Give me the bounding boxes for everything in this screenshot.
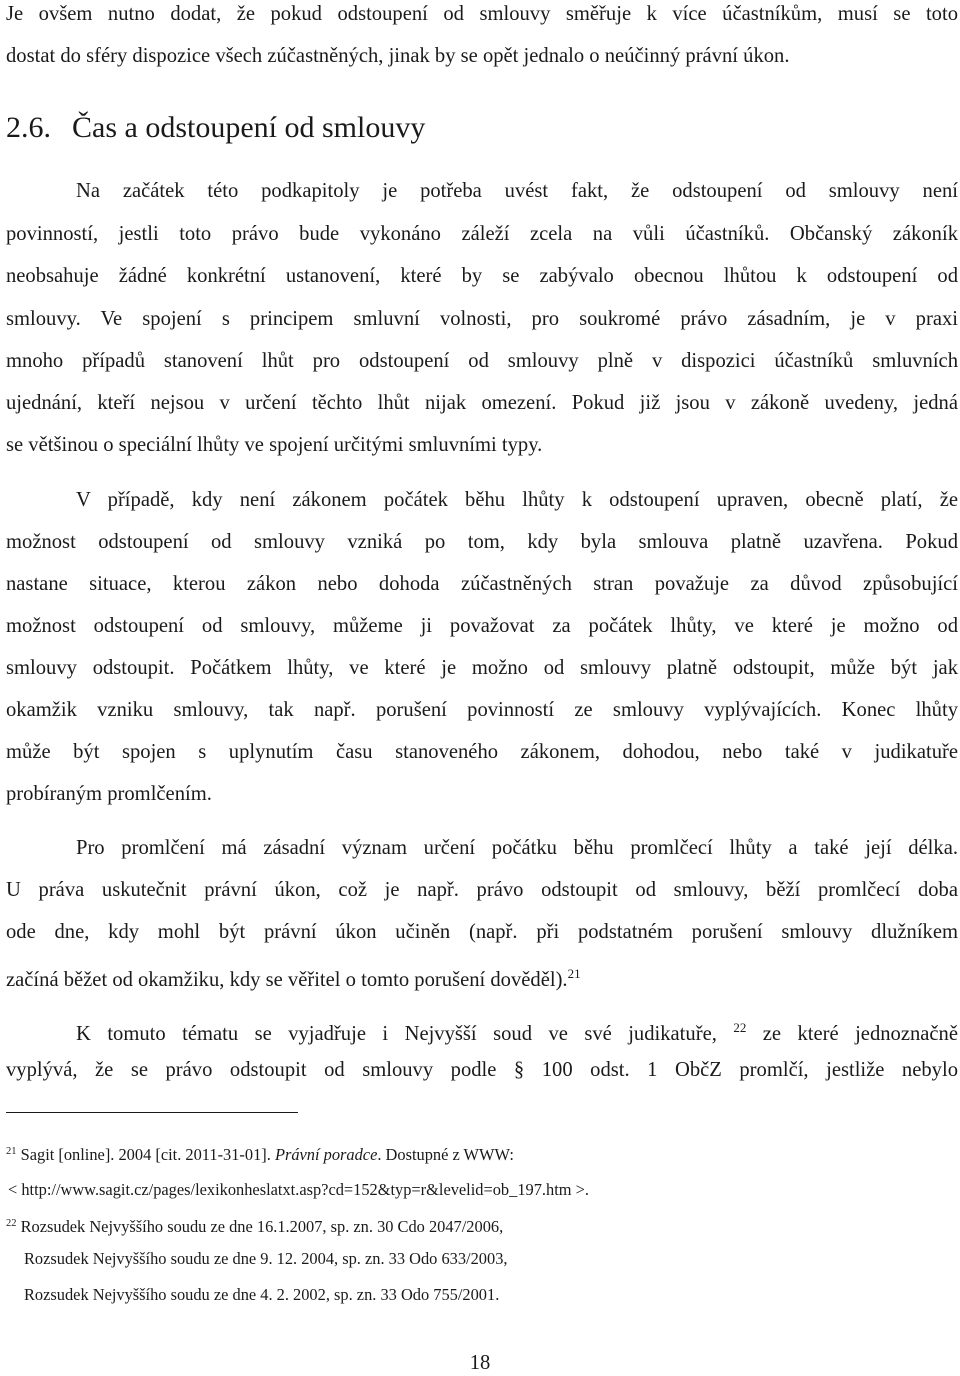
footnote-mark: 22 [6,1218,17,1229]
body-text-line: U práva uskutečnit právní úkon, což je např. právo odstoupit od smlouvy, běží promlčecí doba [6,879,958,901]
body-text-line: se většinou o speciální lhůty ve spojení určitými smluvními typy. [6,434,543,456]
body-text-line: nastane situace, kterou zákon nebo dohoda zúčastněných stran považuje za důvod způsobující [6,573,958,595]
body-text: ze které jednoznačně [762,1023,958,1045]
body-text-line: mnoho případů stanovení lhůt pro odstoupení od smlouvy plně v dispozici účastníků smluvních [6,350,958,372]
body-text-line: možnost odstoupení od smlouvy vzniká po tom, kdy byla smlouva platně uzavřena. Pokud [6,531,958,553]
footnote-21 [6,1141,514,1166]
body-text-line: dostat do sféry dispozice všech zúčastněných, jinak by se opět jednalo o neúčinný právní úkon. [6,45,790,67]
section-title: Čas a odstoupení od smlouvy [72,111,426,144]
section-number: 2.6. [6,111,51,144]
body-text-line: Pro promlčení má zásadní význam určení počátku běhu promlčecí lhůty a také její délka. [76,837,958,859]
footnote-22 [6,1213,503,1238]
body-text-line: možnost odstoupení od smlouvy, můžeme ji považovat za počátek lhůty, ve které je možno od [6,615,958,637]
body-text-line: okamžik vzniku smlouvy, tak např. porušení povinností ze smlouvy vyplývajících. Konec lhůty [6,699,958,721]
body-text-line: probíraným promlčením. [6,783,212,805]
footnote-available: . Dostupné z WWW: [377,1145,514,1164]
footnote-title: Právní poradce [274,1145,378,1164]
footnote-text: Rozsudek Nejvyššího soudu ze dne 4. 2. 2002, sp. zn. 33 Odo 755/2001. [24,1285,500,1304]
body-text-line: vyplývá, že se právo odstoupit od smlouvy podle § 100 odst. 1 ObčZ promlčí, jestliže nebylo [6,1059,958,1081]
body-text-line: V případě, kdy není zákonem počátek běhu lhůty k odstoupení upraven, obecně platí, že [76,489,958,511]
page-number: 18 [469,1352,491,1374]
body-text-line: smlouvy odstoupit. Počátkem lhůty, ve které je možno od smlouvy platně odstoupit, může být jak [6,657,958,679]
footnote-source: Sagit [online]. 2004 [cit. 2011-31-01]. [20,1145,271,1164]
footnote-separator [6,1112,298,1113]
footnote-reference[interactable]: 21 [567,966,581,981]
footnote-mark: 21 [6,1146,17,1157]
section-heading [6,110,425,146]
body-text-line [6,961,958,993]
body-text-line: Je ovšem nutno dodat, že pokud odstoupení od smlouvy směřuje k více účastníkům, musí se toto [6,3,958,25]
body-text-line: povinností, jestli toto právo bude vykonáno záleží zcela na vůli účastníků. Občanský zákoník [6,223,958,245]
body-text: K tomuto tématu se vyjadřuje i Nejvyšší soud ve své judikatuře, [76,1023,717,1045]
footnote-reference[interactable]: 22 [733,1020,747,1035]
body-text-line [76,1015,958,1047]
footnote-text: Rozsudek Nejvyššího soudu ze dne 16.1.2007, sp. zn. 30 Cdo 2047/2006, [20,1217,504,1236]
body-text-line: ode dne, kdy mohl být právní úkon učiněn (např. při podstatném porušení smlouvy dlužníkem [6,921,958,943]
body-text-line: ujednání, kteří nejsou v určení těchto lhůt nijak omezení. Pokud již jsou v zákoně uvedeny, jedná [6,392,958,414]
footnote-text: Rozsudek Nejvyššího soudu ze dne 9. 12. 2004, sp. zn. 33 Odo 633/2003, [24,1249,508,1268]
body-text-line: Na začátek této podkapitoly je potřeba uvést fakt, že odstoupení od smlouvy není [76,180,958,202]
body-text-line: smlouvy. Ve spojení s principem smluvní volnosti, pro soukromé právo zásadním, je v praxi [6,308,958,330]
body-text-line: neobsahuje žádné konkrétní ustanovení, které by se zabývalo obecnou lhůtou k odstoupení od [6,265,958,287]
body-text: začíná běžet od okamžiku, kdy se věřitel o tomto porušení dověděl). [6,969,568,991]
footnote-url[interactable]: < http://www.sagit.cz/pages/lexikonheslatxt.asp?cd=152&typ=r&levelid=ob_197.htm >. [8,1180,589,1199]
body-text-line: může být spojen s uplynutím času stanoveného zákonem, dohodou, nebo také v judikatuře [6,741,958,763]
